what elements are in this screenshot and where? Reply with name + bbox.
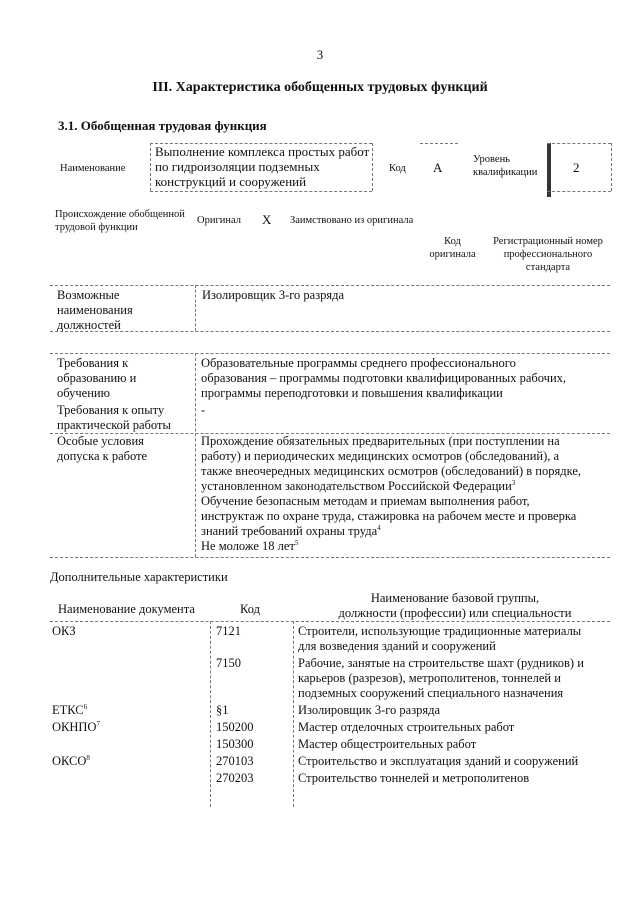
col-code-header: Код: [240, 602, 260, 616]
positions-top: [50, 285, 610, 286]
code-value: А: [433, 160, 443, 175]
additional-row-code: 150300: [216, 737, 254, 751]
additional-title: Дополнительные характеристики: [50, 570, 228, 584]
subsection-title: 3.1. Обобщенная трудовая функция: [58, 118, 267, 133]
additional-row-doc: [52, 703, 87, 718]
positions-value: Изолировщик 3-го разряда: [202, 288, 345, 302]
additional-row-name: [298, 703, 440, 718]
reg-number-label: Регистрационный номер профессионального стандарта: [493, 236, 603, 273]
level-box-bottom: [547, 191, 611, 192]
additional-row-name-line: Мастер отделочных строительных работ: [298, 720, 515, 734]
name-box-top: [150, 143, 372, 144]
level-box-left: [547, 143, 551, 197]
additional-row-doc: [52, 624, 76, 639]
additional-row-code: 270103: [216, 754, 254, 768]
function-name: Выполнение комплекса простых работ по гидроизоляции подземных конструкций и сооружений: [155, 144, 370, 189]
page-number: 3: [316, 47, 324, 62]
borrowed-label: Заимствовано из оригинала: [290, 215, 414, 226]
additional-row-doc-text: ОКСО: [52, 754, 87, 768]
additional-row-footnote: 7: [96, 719, 100, 728]
col-group-header: Наименование базовой группы, должности (профессии) или специальности: [338, 591, 572, 620]
code-original-label: Код оригинала: [429, 236, 476, 260]
additional-row-code: 270203: [216, 771, 254, 785]
additional-row-name-line: Строители, использующие традиционные материалы: [298, 624, 582, 638]
additional-header-line: [50, 621, 610, 622]
level-box-top: [547, 143, 611, 144]
level-box-right: [611, 143, 612, 191]
req-divider: [195, 353, 196, 557]
additional-row-name: [298, 624, 581, 654]
level-value: 2: [573, 160, 580, 175]
additional-row-name: [298, 771, 529, 786]
education-value: Образовательные программы среднего профессионального образования – программы подготовки квалифицированных рабочих, программы переподготовки и повышения квалификации: [201, 356, 567, 400]
footnote-4: 4: [377, 523, 381, 532]
code-label: Код: [389, 163, 406, 174]
name-label: Наименование: [60, 163, 126, 174]
additional-row-name-line: Мастер общестроительных работ: [298, 737, 477, 751]
origin-label: Происхождение обобщенной трудовой функции: [55, 209, 185, 233]
additional-row-doc: [52, 720, 100, 735]
additional-row-name: [298, 754, 578, 769]
additional-row-doc-text: ЕТКС: [52, 703, 84, 717]
code-box-top: [420, 143, 458, 144]
conditions-label: Особые условия допуска к работе: [57, 434, 148, 463]
additional-row-footnote: 6: [83, 702, 88, 711]
level-label: Уровень квалификации: [473, 154, 538, 178]
additional-row-name: [298, 737, 476, 752]
additional-row-doc: [52, 754, 90, 769]
additional-col-divider-2: [293, 621, 294, 807]
col-doc-header: Наименование документа: [58, 602, 195, 616]
additional-row-footnote: 8: [86, 753, 90, 762]
additional-row-code: 7121: [216, 624, 241, 638]
original-label: Оригинал: [197, 215, 241, 226]
additional-row-name-line: для возведения зданий и сооружений: [298, 639, 496, 653]
experience-value: -: [201, 403, 206, 417]
footnote-5: 5: [294, 538, 299, 547]
positions-bottom: [50, 331, 610, 332]
original-mark: X: [262, 212, 272, 227]
additional-row-name-line: Рабочие, занятые на строительстве шахт (рудников) и: [298, 656, 584, 670]
conditions-value: Прохождение обязательных предварительных (при поступлении на работу) и периодических медицинских осмотров (обследований), а также внеочередных медицинских осмотров (обследований) в порядке, установленном законодательством Российской Федерации$^3$ Обучение безопасным методам и приемам выполнения работ, инструктаж по охране труда, стажировка на рабочем месте и проверка знаний требований охраны труда$^4$ Не моложе 18 лет$^5$: [201, 434, 582, 553]
additional-row-name: [298, 720, 514, 735]
section-title: III. Характеристика обобщенных трудовых функций: [152, 80, 488, 95]
additional-row-code: 150200: [216, 720, 254, 734]
additional-row-name-line: Строительство тоннелей и метрополитенов: [298, 771, 530, 785]
positions-label: Возможные наименования должностей: [57, 288, 133, 332]
positions-divider: [195, 285, 196, 331]
additional-row-name: [298, 656, 584, 701]
footnote-3: 3: [511, 478, 516, 487]
additional-row-name-line: Изолировщик 3-го разряда: [298, 703, 441, 717]
name-box-right: [372, 143, 373, 191]
additional-row-doc-text: ОКНПО: [52, 720, 97, 734]
additional-row-name-line: подземных сооружений специального назначения: [298, 686, 564, 700]
education-label: Требования к образованию и обучению: [57, 356, 137, 400]
experience-label: Требования к опыту практической работы: [57, 403, 171, 432]
additional-row-name-line: карьеров (разрезов), метрополитенов, тоннелей и: [298, 671, 561, 685]
additional-row-code: §1: [216, 703, 229, 717]
additional-row-code: 7150: [216, 656, 241, 670]
additional-row-doc-text: ОКЗ: [52, 624, 76, 638]
additional-col-divider-1: [210, 621, 211, 807]
name-box-left: [150, 143, 151, 191]
additional-row-name-line: Строительство и эксплуатация зданий и сооружений: [298, 754, 579, 768]
req-top: [50, 353, 610, 354]
req-bottom: [50, 557, 610, 558]
name-box-bottom: [150, 191, 372, 192]
